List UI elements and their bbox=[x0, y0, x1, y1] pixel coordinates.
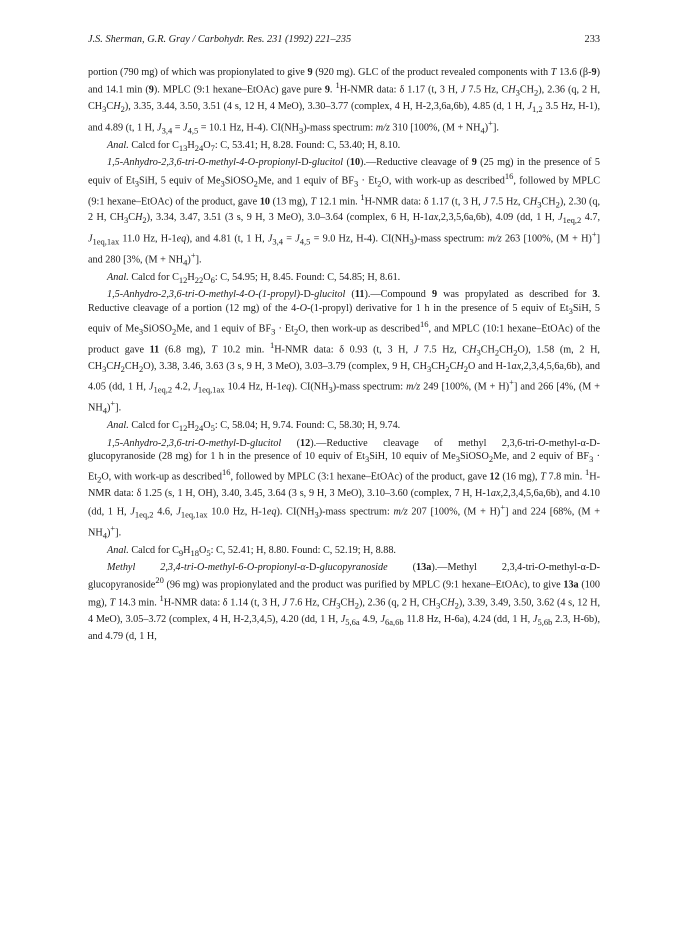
page-number: 233 bbox=[584, 34, 600, 45]
running-header bbox=[88, 34, 600, 50]
paragraph-p7: 1,5-Anhydro-2,3,6-tri-O-methyl-D-glucitol (12).—Reductive cleavage of methyl 2,3,6-tri-O-methyl-α-D-glucopyranoside (28 mg) for 1 h in the presence of 10 equiv of $Et_3SiH$, 10 equiv of $Me_3SiOSO_2Me$, and 2 equiv of $BF_3 \cdot Et_2O$, with work-up as described$^{16}$, followed by MPLC (3:1 hexane–EtOAc) of the product, gave 12 (16 mg), T 7.8 min. $^1$H-NMR data: δ 1.25 (s, 1 H, OH), 3.40, 3.45, 3.64 (3 s, 9 H, 3 MeO), 3.10–3.60 (complex, 7 H, H-1ax,2,3,4,5,6a,6b), and 4.10 (dd, 1 H, $J_{1eq,2}$ 4.6, $J_{1eq,1ax}$ 10.0 Hz, H-1eq). $CI(NH_3)$-mass spectrum: m/z 207 [100%, (M + H)+] and 224 [68%, $(M + NH_4)^+$]. bbox=[88, 437, 601, 541]
paragraph-p6: Anal. Calcd for $C_{12}H_{24}O_5$: C, 58.04; H, 9.74. Found: C, 58.30; H, 9.74. bbox=[107, 420, 401, 434]
paragraph-p5: 1,5-Anhydro-2,3,6-tri-O-methyl-4-O-(1-propyl)-D-glucitol (11).—Compound 9 was propylated as described for 3. Reductive cleavage of a portion (12 mg) of the 4-O-(1-propyl) derivative for 1 h in the presence of 5 equiv of $Et_3SiH$, 5 equiv of $Me_3SiOSO_2Me$, and 1 equiv of $BF_3 \cdot Et_2O$, then work-up as described$^{16}$, and MPLC (10:1 hexane–EtOAc) of the product gave 11 (6.8 mg), T 10.2 min. $^1$H-NMR data: δ 0.93 (t, 3 H, J 7.5 Hz, $CH_3CH_2CH_2O$), 1.58 (m, 2 H, $CH_3CH_2CH_2O$), 3.38, 3.46, 3.63 (3 s, 9 H, 3 MeO), 3.03–3.79 (complex, 9 H, $CH_3CH_2CH_2O$ and H-1ax,2,3,4,5,6a,6b), and 4.05 (dd, 1 H, $J_{1eq,2}$ 4.2, $J_{1eq,1ax}$ 10.4 Hz, H-1eq). $CI(NH_3)$-mass spectrum: m/z 249 [100%, (M + H)+] and 266 [4%, $(M + NH_4)^+$]. bbox=[88, 289, 601, 416]
paragraph-p3: 1,5-Anhydro-2,3,6-tri-O-methyl-4-O-propionyl-D-glucitol (10).—Reductive cleavage of 9 (25 mg) in the presence of 5 equiv of $Et_3SiH$, 5 equiv of $Me_3SiOSO_2Me$, and 1 equiv of $BF_3 \cdot Et_2O$, with work-up as described$^{16}$, followed by MPLC (9:1 hexane–EtOAc) of the product, gave 10 (13 mg), T 12.1 min. $^1$H-NMR data: δ 1.17 (t, 3 H, J 7.5 Hz, $CH_3CH_2$), 2.30 (q, 2 H, $CH_3CH_2$), 3.34, 3.47, 3.51 (3 s, 9 H, 3 MeO), 3.0–3.64 (complex, 6 H, H-1ax,2,3,5,6a,6b), 4.09 (dd, 1 H, $J_{1eq,2}$ 4.7, $J_{1eq,1ax}$ 11.0 Hz, H-1eq), and 4.81 (t, 1 H, $J_{3,4} = J_{4,5} = 9.0$ Hz, H-4). $CI(NH_3)$-mass spectrum: m/z 263 [100%, (M + H)+] and 280 [3%, $(M + NH_4)^+$]. bbox=[88, 157, 601, 268]
article-body bbox=[88, 66, 600, 643]
paragraph-p2: Anal. Calcd for $C_{13}H_{24}O_7$: C, 53.41; H, 8.28. Found: C, 53.40; H, 8.10. bbox=[107, 139, 401, 153]
paragraph-p4: Anal. Calcd for $C_{12}H_{22}O_6$: C, 54.95; H, 8.45. Found: C, 54.85; H, 8.61. bbox=[107, 271, 401, 285]
paragraph-p8: Anal. Calcd for $C_9H_{18}O_5$: C, 52.41; H, 8.80. Found: C, 52.19; H, 8.88. bbox=[107, 544, 396, 558]
paragraph-p1: portion (790 mg) of which was propionylated to give 9 (920 mg). GLC of the product revealed components with T 13.6 (β-9) and 14.1 min (9). MPLC (9:1 hexane–EtOAc) gave pure 9. $^1$H-NMR data: δ 1.17 (t, 3 H, J 7.5 Hz, $CH_3CH_2$), 2.36 (q, 2 H, $CH_3CH_2$), 3.35, 3.44, 3.50, 3.51 (4 s, 12 H, 4 MeO), 3.30–3.77 (complex, 4 H, H-2,3,6a,6b), 4.85 (d, 1 H, $J_{1,2}$ 3.5 Hz, H-1), and 4.89 (t, 1 H, $J_{3,4} = J_{4,5} = 10.1$ Hz, H-4). $CI(NH_3)$-mass spectrum: m/z 310 [100%, $(M + NH_4)^+$]. bbox=[88, 67, 601, 136]
running-title: J.S. Sherman, G.R. Gray / Carbohydr. Res. 231 (1992) 221–235 bbox=[88, 34, 352, 45]
paragraph-p9: Methyl 2,3,4-tri-O-methyl-6-O-propionyl-α-D-glucopyranoside (13a).—Methyl 2,3,4-tri-O-methyl-α-D-glucopyranoside$^{20}$ (96 mg) was propionylated and the product was purified by MPLC (9:1 hexane–EtOAc), to give 13a (100 mg), T 14.3 min. $^1$H-NMR data: δ 1.14 (t, 3 H, J 7.6 Hz, $CH_3CH_2$), 2.36 (q, 2 H, $CH_3CH_2$), 3.39, 3.49, 3.50, 3.62 (4 s, 12 H, 4 MeO), 3.05–3.72 (complex, 4 H, H-2,3,4,5), 4.20 (dd, 1 H, $J_{5,6a}$ 4.9, $J_{6a,6b}$ 11.8 Hz, H-6a), 4.24 (dd, 1 H, $J_{5,6b}$ 2.3, H-6b), and 4.79 (d, 1 H, bbox=[88, 562, 601, 642]
